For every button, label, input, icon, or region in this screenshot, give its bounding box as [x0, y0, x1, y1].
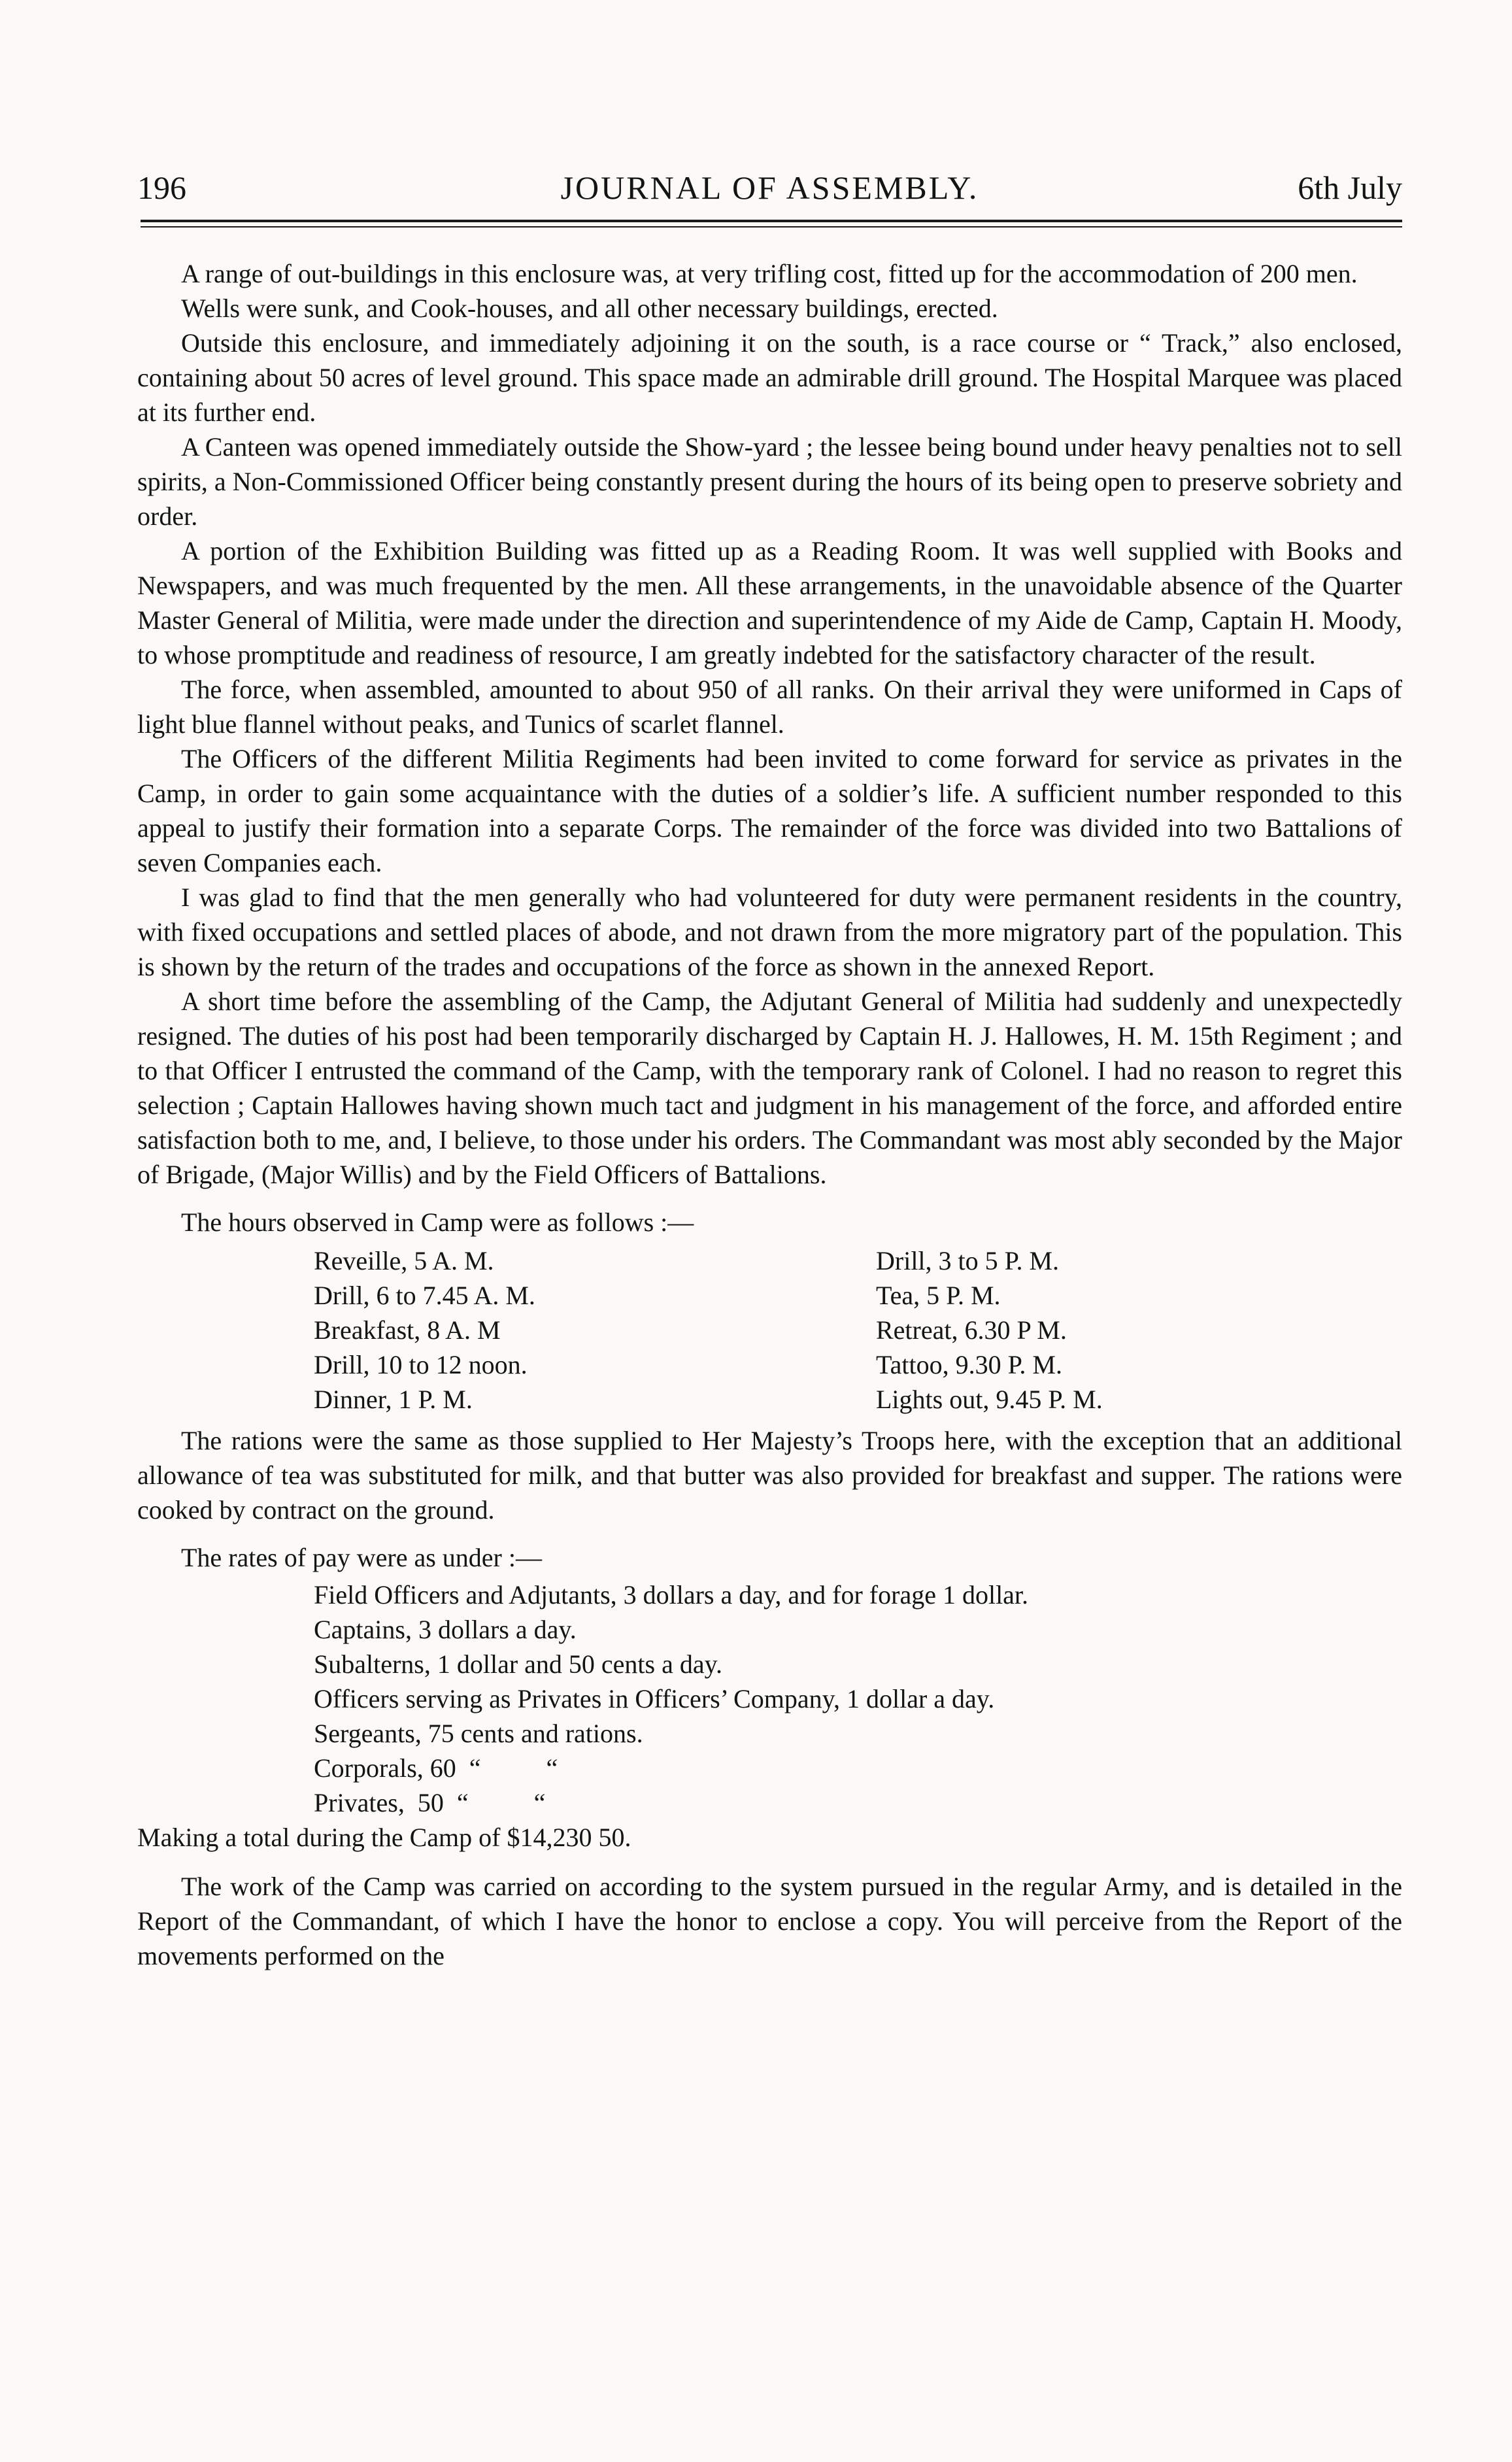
schedule-entry: Drill, 10 to 12 noon.	[314, 1350, 528, 1379]
pay-intro: The rates of pay were as under :—	[181, 1543, 542, 1572]
schedule-entry: Breakfast, 8 A. M	[314, 1315, 501, 1345]
schedule-entry: Dinner, 1 P. M.	[314, 1385, 473, 1414]
paragraph: I was glad to find that the men generally who had volunteered for duty were permanent residents in the country, with fixed occupations and settled places of abode, and not drawn from the more migratory part of the population. This is shown by the return of the trades and occupations of the force as shown in the annexed Report.	[137, 883, 1402, 981]
pay-rate-item: Field Officers and Adjutants, 3 dollars a day, and for forage 1 dollar.	[314, 1580, 1029, 1610]
rations-paragraph: The rations were the same as those supplied to Her Majesty’s Troops here, with the exception that an additional allowance of tea was substituted for milk, and that butter was also provided for breakfast and supper. The rations were cooked by contract on the ground.	[137, 1426, 1402, 1525]
paragraph: A range of out-buildings in this enclosure was, at very trifling cost, fitted up for the accommodation of 200 men.	[181, 259, 1358, 288]
schedule-entry: Reveille, 5 A. M.	[314, 1246, 494, 1275]
schedule-column-left	[314, 1243, 535, 1417]
paragraph: The Officers of the different Militia Regiments had been invited to come forward for service as privates in the Camp, in order to gain some acquaintance with the duties of a soldier’s life. A sufficient number responded to this appeal to justify their formation into a separate Corps. The remainder of the force was divided into two Battalions of seven Companies each.	[137, 744, 1402, 877]
paragraph: Wells were sunk, and Cook-houses, and all other necessary buildings, erected.	[181, 294, 998, 323]
schedule-entry: Tea, 5 P. M.	[876, 1281, 1001, 1310]
pay-rate-item: Sergeants, 75 cents and rations.	[314, 1719, 643, 1748]
running-header	[137, 169, 1402, 214]
pay-rate-item: Officers serving as Privates in Officers’ Company, 1 dollar a day.	[314, 1684, 995, 1713]
journal-title: JOURNAL OF ASSEMBLY.	[560, 169, 979, 206]
schedule-entry: Tattoo, 9.30 P. M.	[876, 1350, 1062, 1379]
closing-paragraph: The work of the Camp was carried on according to the system pursued in the regular Army, and is detailed in the Report of the Commandant, of which I have the honor to enclose a copy. You will perceive from the Report of the movements performed on the	[137, 1872, 1402, 1970]
header-date: 6th July	[1298, 169, 1402, 206]
pay-rate-item: Privates, 50 “ “	[314, 1788, 546, 1817]
page-body	[137, 256, 1402, 1973]
paragraph: Outside this enclosure, and immediately adjoining it on the south, is a race course or “ Track,” also enclosed, containing about 50 acres of level ground. This space made an admirable drill ground. The Hospital Marquee was placed at its further end.	[137, 328, 1402, 427]
pay-rate-item: Subalterns, 1 dollar and 50 cents a day.	[314, 1649, 723, 1679]
hours-intro: The hours observed in Camp were as follows :—	[181, 1207, 694, 1237]
pay-total: Making a total during the Camp of $14,230 50.	[137, 1823, 631, 1852]
schedule-entry: Lights out, 9.45 P. M.	[876, 1385, 1103, 1414]
camp-schedule	[137, 1243, 1402, 1417]
schedule-entry: Drill, 6 to 7.45 A. M.	[314, 1281, 535, 1310]
pay-rate-item: Captains, 3 dollars a day.	[314, 1615, 577, 1644]
paragraph: A portion of the Exhibition Building was fitted up as a Reading Room. It was well supplied with Books and Newspapers, and was much frequented by the men. All these arrangements, in the unavoidable absence of the Quarter Master General of Militia, were made under the direction and superintendence of my Aide de Camp, Captain H. Moody, to whose promptitude and readiness of resource, I am greatly indebted for the satisfactory character of the result.	[137, 536, 1402, 669]
schedule-column-right	[876, 1243, 1103, 1417]
pay-rate-item: Corporals, 60 “ “	[314, 1753, 558, 1783]
schedule-entry: Drill, 3 to 5 P. M.	[876, 1246, 1060, 1275]
paragraph: A Canteen was opened immediately outside the Show-yard ; the lessee being bound under heavy penalties not to sell spirits, a Non-Commissioned Officer being constantly present during the hours of its being open to preserve sobriety and order.	[137, 432, 1402, 531]
header-rule-thin	[141, 226, 1402, 228]
paragraph: The force, when assembled, amounted to about 950 of all ranks. On their arrival they were uniformed in Caps of light blue flannel without peaks, and Tunics of scarlet flannel.	[137, 675, 1402, 739]
pay-rates-list	[314, 1577, 1402, 1820]
schedule-entry: Retreat, 6.30 P M.	[876, 1315, 1067, 1345]
paragraph: A short time before the assembling of the Camp, the Adjutant General of Militia had suddenly and unexpectedly resigned. The duties of his post had been temporarily discharged by Captain H. J. Hallowes, H. M. 15th Regiment ; and to that Officer I entrusted the command of the Camp, with the temporary rank of Colonel. I had no reason to regret this selection ; Captain Hallowes having shown much tact and judgment in his management of the force, and afforded entire satisfaction both to me, and, I believe, to those under his orders. The Commandant was most ably seconded by the Major of Brigade, (Major Willis) and by the Field Officers of Battalions.	[137, 986, 1402, 1189]
header-rule-thick	[141, 220, 1402, 222]
page-number: 196	[137, 169, 186, 206]
